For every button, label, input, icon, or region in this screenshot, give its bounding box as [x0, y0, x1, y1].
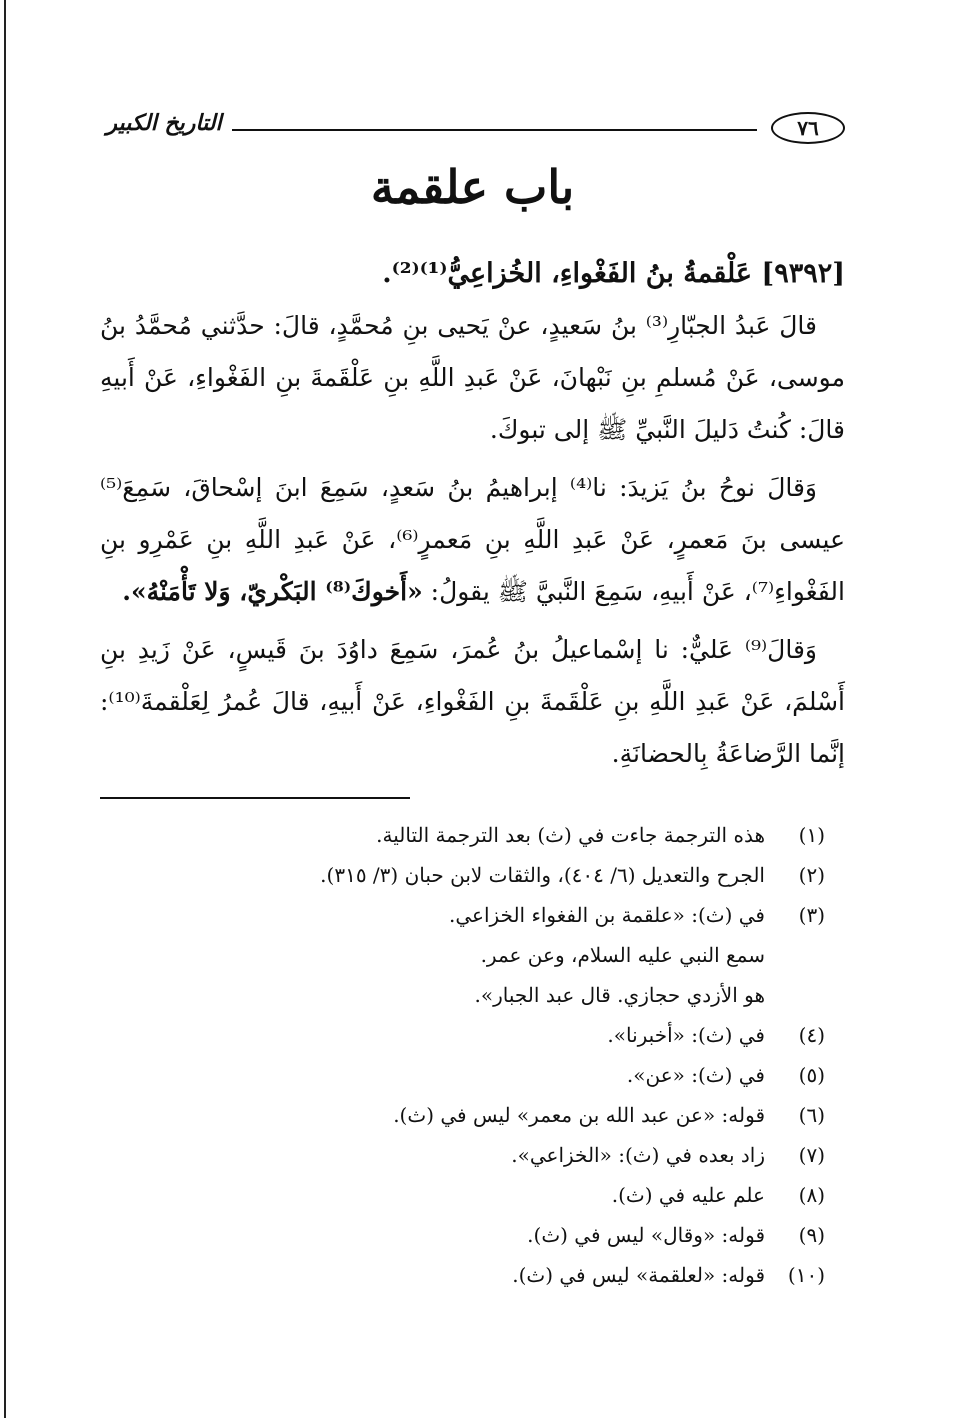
page-number: ٧٦ [771, 112, 845, 144]
footnote-number: (٧) [798, 1143, 825, 1167]
footnote-text: قوله: «عن عبد الله بن معمر» ليس في (ث). [393, 1103, 765, 1127]
footnote-3-line-3: هو الأزدي حجازي. قال عبد الجبار». [474, 983, 765, 1007]
page-margin-line [4, 0, 6, 1418]
footnote-text: علم عليه في (ث). [611, 1183, 765, 1207]
paragraph-2-text: وَقالَ نوحُ بنُ يَزيدَ: نا⁽⁴⁾ إبراهيمُ بنُ سَعدٍ، سَمِعَ ابنَ إسْحاقَ، سَمِعَ⁽⁵⁾ عيسى بنَ مَعمرٍ، عَنْ عَبدِ اللَّهِ بنِ مَعمرٍ⁽⁶⁾، عَنْ عَبدِ اللَّهِ بنِ عَمْرِو بنِ الفَغْواءِ⁽⁷⁾، عَنْ أَبيهِ، سَمِعَ النَّبيَّ ﷺ يقولُ: [100, 473, 845, 606]
footnote-7 [100, 1135, 825, 1175]
paragraph-2 [100, 462, 845, 618]
footnote-8 [100, 1175, 825, 1215]
footnote-10 [100, 1255, 825, 1295]
book-page [100, 100, 845, 1300]
footnote-number: (٢) [798, 863, 825, 887]
footnote-number: (٣) [798, 903, 825, 927]
header-rule [232, 129, 757, 131]
footnote-2 [100, 855, 825, 895]
main-text [100, 248, 845, 780]
footnote-number: (٨) [798, 1183, 825, 1207]
footnote-text: زاد بعده في (ث): «الخزاعي». [511, 1143, 765, 1167]
footnote-text: الجرح والتعديل (٦/ ٤٠٤)، والثقات لابن حبان (٣/ ٣١٥). [320, 863, 765, 887]
footnote-number: (٦) [798, 1103, 825, 1127]
footnote-5 [100, 1055, 825, 1095]
footnote-number: (٩) [798, 1223, 825, 1247]
entry-heading: [٩٣٩٢] عَلْقمةُ بنُ الفَغْواءِ، الخُزاعِيُّ⁽¹⁾⁽²⁾. [382, 258, 845, 289]
footnote-separator [100, 797, 410, 799]
footnote-1 [100, 815, 825, 855]
footnote-text: في (ث): «أخبرنا». [607, 1023, 765, 1047]
footnote-text: في (ث): «علقمة بن الفغواء الخزاعي. [449, 903, 765, 927]
paragraph-1: قالَ عَبدُ الجبّارِ⁽³⁾ بنُ سَعيدٍ، عنْ يَحيى بنِ مُحمَّدٍ، قالَ: حدَّثني مُحمَّدُ بنُ موسى، عَنْ مُسلمِ بنِ نَبْهانَ، عَنْ عَبدِ اللَّهِ بنِ عَلْقَمةَ بنِ الفَغْواءِ، عَنْ أَبيهِ قالَ: كُنتُ دَليلَ النَّبيِّ ﷺ إلى تبوكَ. [100, 311, 845, 444]
footnote-6 [100, 1095, 825, 1135]
page-number-badge [767, 112, 845, 148]
footnote-text: قوله: «لعلقمة» ليس في (ث). [512, 1263, 765, 1287]
footnotes [100, 815, 825, 1295]
footnote-4 [100, 1015, 825, 1055]
footnote-number: (١) [798, 823, 825, 847]
paragraph-3: وَقالَ⁽⁹⁾ عَليٌّ: نا إسْماعيلُ بنُ عُمرَ، سَمِعَ داوُدَ بنَ قَيسٍ، عَنْ زَيدِ بنِ أَسْلمَ، عَنْ عَبدِ اللَّهِ بنِ عَلْقَمةَ بنِ الفَغْواءِ، عَنْ أَبيهِ، قالَ عُمرُ لِعَلْقمةَ⁽¹⁰⁾: إنَّما الرَّضاعَةُ بِالحضانَةِ. [100, 635, 845, 768]
footnote-number: (١٠) [787, 1263, 825, 1287]
running-title: التاريخ الكبير [106, 110, 222, 136]
footnote-number: (٤) [798, 1023, 825, 1047]
footnote-number: (٥) [798, 1063, 825, 1087]
hadith-quote: «أَخوكَ⁽⁸⁾ البَكْريّ، وَلا تَأْمَنْهُ». [122, 577, 423, 606]
chapter-title: باب علقمة [370, 160, 575, 214]
footnote-9 [100, 1215, 825, 1255]
footnote-text: قوله: «وقال» ليس في (ث). [527, 1223, 765, 1247]
footnote-3-line-2: سمع النبي عليه السلام، وعن عمر. [480, 943, 765, 967]
footnote-text: في (ث): «عن». [626, 1063, 765, 1087]
footnote-3 [100, 895, 825, 935]
page-header [100, 108, 845, 152]
footnote-text: هذه الترجمة جاءت في (ث) بعد الترجمة التالية. [376, 823, 765, 847]
